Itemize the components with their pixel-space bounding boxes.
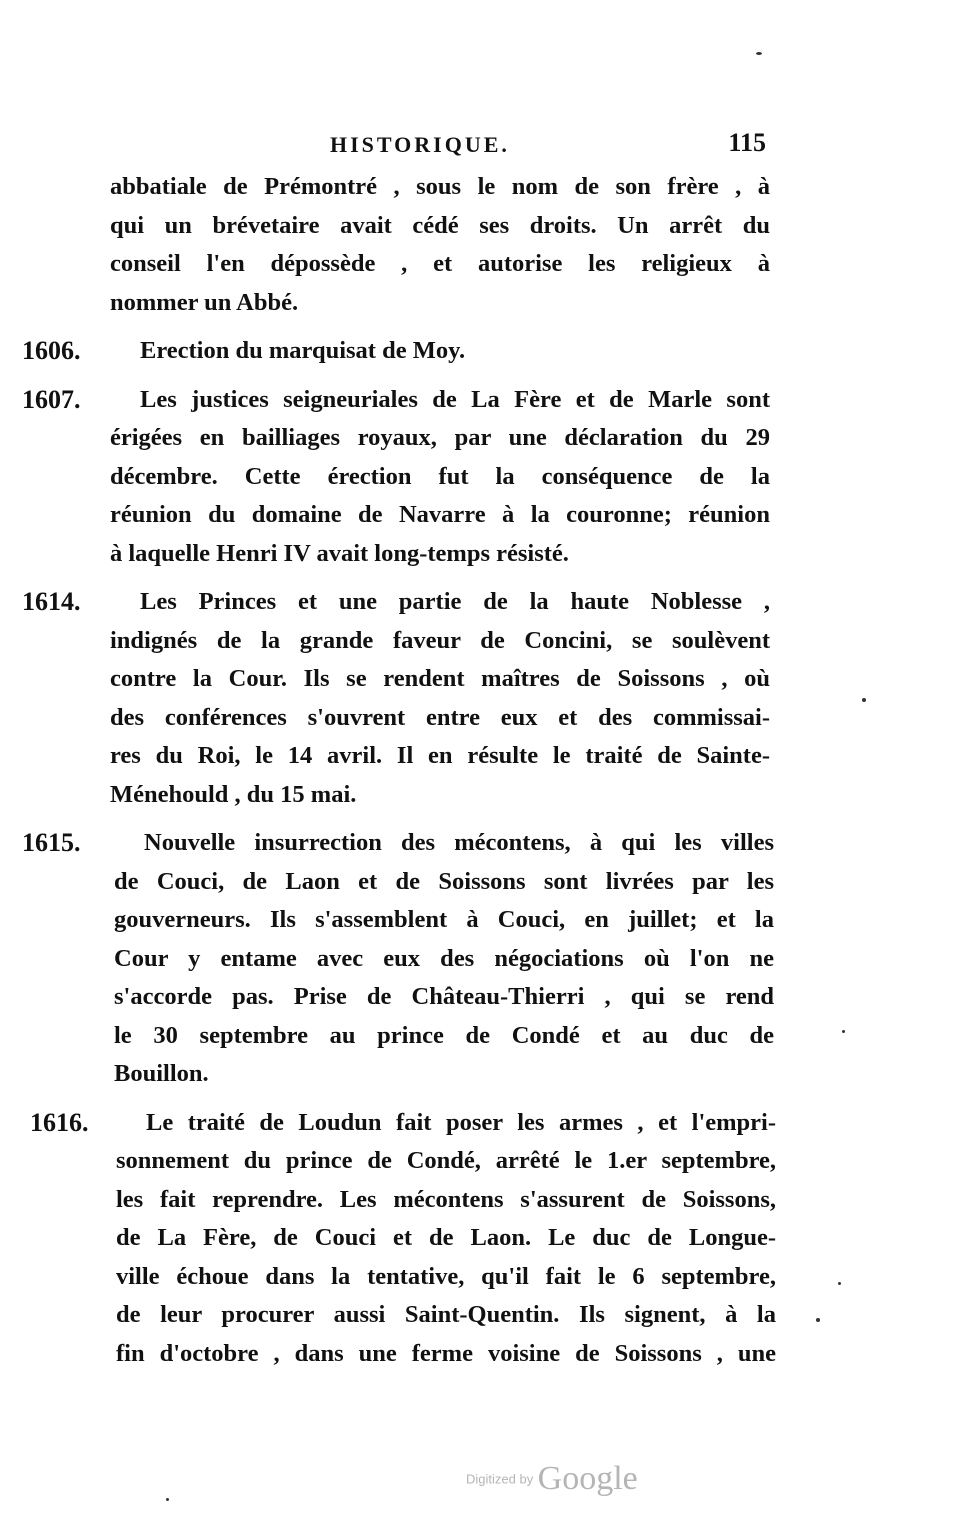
- text-line: res du Roi, le 14 avril. Il en résulte le traité de Sainte-: [110, 742, 770, 769]
- scan-speck: [816, 1318, 820, 1322]
- text-line: Cour y entame avec eux des négociations où l'on ne: [114, 944, 774, 972]
- text-line: indignés de la grande faveur de Concini, se soulèvent: [110, 626, 770, 654]
- scan-speck: [838, 1282, 841, 1285]
- text-line: sonnement du prince de Condé, arrêté le 1.er septembre,: [116, 1147, 776, 1174]
- text-line: à laquelle Henri IV avait long-temps résisté.: [110, 539, 569, 567]
- year-label: 1615.: [22, 828, 81, 857]
- paragraph-continuation: [0, 168, 974, 322]
- page-body: [0, 168, 974, 1383]
- text-line: contre la Cour. Ils se rendent maîtres de Soissons , où: [110, 665, 770, 692]
- running-head: HISTORIQUE.: [330, 132, 510, 157]
- text-line: de leur procurer aussi Saint-Quentin. Ils signent, à la: [116, 1301, 776, 1328]
- paragraph-entry: [0, 583, 974, 814]
- scan-speck: [756, 52, 762, 55]
- page-number: 115: [728, 128, 766, 157]
- scan-speck: [862, 698, 866, 702]
- text-line: Erection du marquisat de Moy.: [140, 337, 466, 364]
- paragraph-text: [114, 824, 774, 1094]
- text-line: s'accorde pas. Prise de Château-Thierri , qui se rend: [114, 983, 774, 1010]
- scan-speck: [842, 1030, 845, 1033]
- text-line: de Couci, de Laon et de Soissons sont livrées par les: [114, 867, 774, 895]
- watermark-prefix: Digitized by: [466, 1471, 534, 1487]
- year-label: 1616.: [30, 1107, 89, 1137]
- paragraph-entry: [0, 332, 974, 371]
- text-line: Le traité de Loudun fait poser les armes , et l'empri-: [146, 1108, 776, 1136]
- text-line: décembre. Cette érection fut la conséquence de la: [110, 462, 770, 490]
- text-line: gouverneurs. Ils s'assemblent à Couci, en juillet; et la: [114, 906, 774, 933]
- year-label: 1607.: [22, 384, 81, 414]
- scan-speck: [166, 1498, 169, 1501]
- paragraph-text: [110, 168, 770, 322]
- text-line: conseil l'en dépossède , et autorise les religieux à: [110, 250, 770, 277]
- text-line: de La Fère, de Couci et de Laon. Le duc de Longue-: [116, 1224, 776, 1251]
- paragraph-text: [110, 381, 770, 574]
- text-line: Nouvelle insurrection des mécontens, à qui les villes: [144, 829, 774, 856]
- text-line: nommer un Abbé.: [110, 288, 299, 316]
- text-line: le 30 septembre au prince de Condé et au duc de: [114, 1021, 774, 1049]
- page-header: [110, 128, 766, 164]
- paragraph-entry: [0, 381, 974, 574]
- paragraph-text: [110, 583, 770, 814]
- text-line: Ménehould , du 15 mai.: [110, 780, 357, 808]
- paragraph-text: [110, 332, 770, 371]
- paragraph-text: [116, 1104, 776, 1374]
- watermark-brand: Google: [537, 1460, 638, 1497]
- digitized-watermark: [466, 1460, 638, 1498]
- text-line: qui un brévetaire avait cédé ses droits. Un arrêt du: [110, 211, 770, 239]
- paragraph-entry: [0, 1104, 974, 1374]
- text-line: Bouillon.: [114, 1060, 209, 1087]
- text-line: Les Princes et une partie de la haute Noblesse ,: [140, 588, 770, 615]
- text-line: des conférences s'ouvrent entre eux et des commissai-: [110, 703, 770, 731]
- text-line: réunion du domaine de Navarre à la couronne; réunion: [110, 501, 770, 528]
- text-line: érigées en bailliages royaux, par une déclaration du 29: [110, 424, 770, 451]
- text-line: fin d'octobre , dans une ferme voisine de Soissons , une: [116, 1339, 776, 1367]
- paragraph-entry: [0, 824, 974, 1094]
- text-line: ville échoue dans la tentative, qu'il fait le 6 septembre,: [116, 1262, 776, 1290]
- text-line: Les justices seigneuriales de La Fère et de Marle sont: [140, 385, 770, 413]
- year-label: 1606.: [22, 336, 81, 365]
- text-line: abbatiale de Prémontré , sous le nom de son frère , à: [110, 173, 770, 200]
- year-label: 1614.: [22, 587, 81, 616]
- text-line: les fait reprendre. Les mécontens s'assurent de Soissons,: [116, 1185, 776, 1213]
